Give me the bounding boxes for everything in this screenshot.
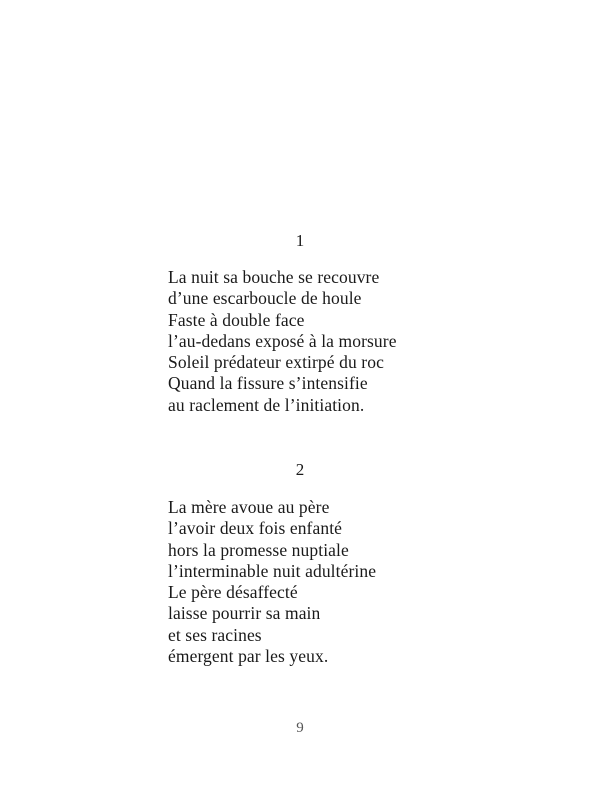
verse-line: émergent par les yeux. (168, 646, 329, 667)
verse-line: laisse pourrir sa main (168, 603, 321, 624)
verse-line: l’interminable nuit adultérine (168, 560, 377, 581)
poem-stanza (168, 267, 397, 416)
verse-line: d’une escarboucle de houle (168, 288, 362, 309)
verse-line: et ses racines (168, 624, 262, 645)
verse-line: Quand la fissure s’intensifie (168, 373, 368, 394)
poem-number: 2 (295, 460, 305, 479)
verse-line: hors la promesse nuptiale (168, 539, 349, 560)
verse-line: Le père désaffecté (168, 582, 298, 603)
verse-line: l’au-dedans exposé à la morsure (168, 330, 397, 351)
page-number: 9 (296, 720, 304, 736)
poem-stanza (168, 497, 376, 667)
verse-line: Soleil prédateur extirpé du roc (168, 352, 384, 373)
poem-number: 1 (295, 231, 305, 250)
verse-line: Faste à double face (168, 309, 305, 330)
verse-line: l’avoir deux fois enfanté (168, 518, 343, 539)
verse-line: La mère avoue au père (168, 497, 330, 517)
verse-line: La nuit sa bouche se recouvre (168, 267, 380, 287)
verse-line: au raclement de l’initiation. (168, 394, 365, 415)
